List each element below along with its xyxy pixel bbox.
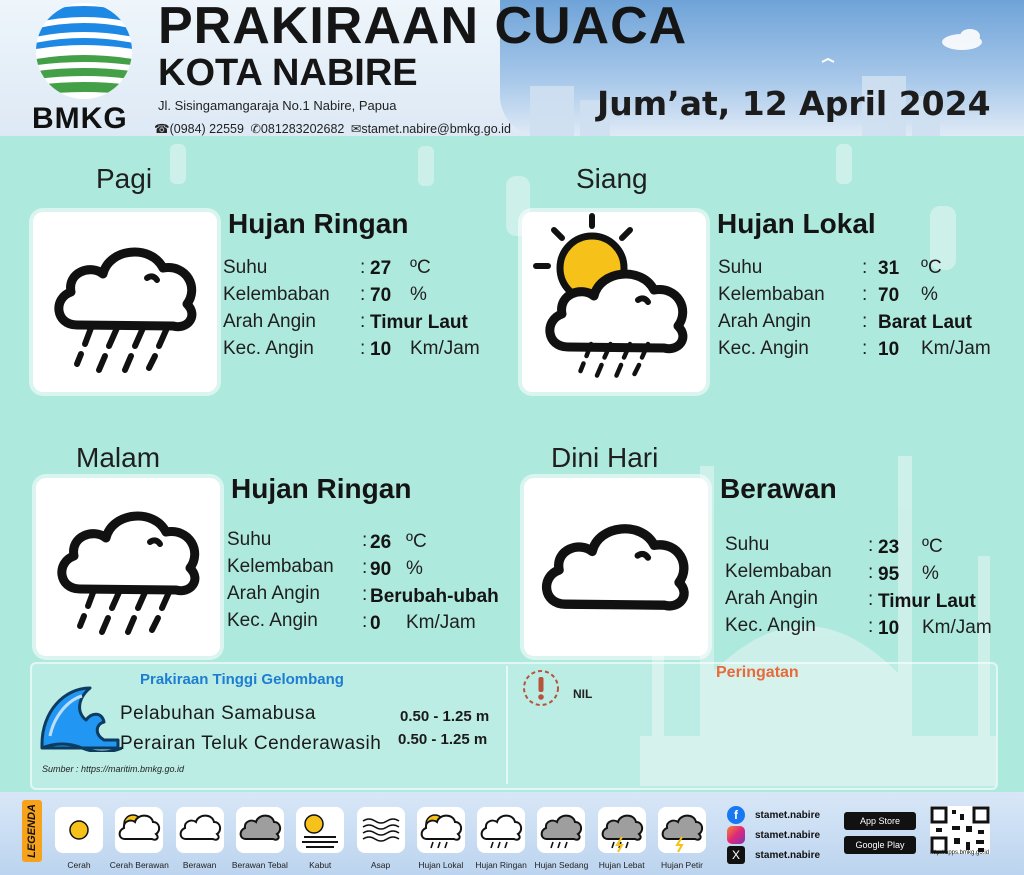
legend-label: Kabut <box>309 860 332 870</box>
humidity-label-siang: Kelembaban <box>718 284 825 305</box>
colon: : <box>360 284 366 305</box>
forecast-area <box>0 136 1024 792</box>
wind-dir-value-siang: Barat Laut <box>878 312 972 333</box>
wave-icon-graphic <box>38 682 122 752</box>
colon: : <box>360 311 366 332</box>
legend-label: Hujan Sedang <box>534 860 589 870</box>
period-label-siang: Siang <box>576 163 648 194</box>
legend-label: Berawan <box>182 860 217 870</box>
facebook-icon: f <box>727 806 745 824</box>
x-icon: X <box>727 846 745 864</box>
condition-dini-hari: Berawan <box>720 473 837 504</box>
legend-icon-berawan-tebal <box>236 807 284 853</box>
wind-speed-unit: Km/Jam <box>406 612 476 633</box>
haze-icon <box>357 807 405 853</box>
warning-value: NIL <box>573 687 593 701</box>
exclamation-icon <box>521 668 561 708</box>
whatsapp-number: 081283202682 <box>260 122 345 136</box>
temp-unit: ºC <box>406 531 427 552</box>
legend-icon-hujan-sedang <box>537 807 585 853</box>
wind-dir-label-malam: Arah Angin <box>227 583 320 604</box>
google-play-badge[interactable] <box>844 836 916 854</box>
light-rain-icon <box>33 212 217 392</box>
temp-unit: ºC <box>410 257 431 278</box>
wind-speed-label-siang: Kec. Angin <box>718 338 809 359</box>
office-address: Jl. Sisingamangaraja No.1 Nabire, Papua <box>158 98 397 113</box>
wave-height-2: 0.50 - 1.25 m <box>398 731 488 748</box>
legend-icon-cerah <box>55 807 103 853</box>
fog-sun-icon <box>296 807 344 853</box>
colon: : <box>868 562 874 583</box>
weather-card-siang <box>522 212 706 392</box>
wave-source: Sumber : https://maritim.bmkg.go.id <box>42 764 185 774</box>
wave-icon <box>38 682 122 752</box>
wave-height-1: 0.50 - 1.25 m <box>400 708 490 725</box>
colon: : <box>360 257 366 278</box>
bmkg-logo <box>30 2 138 100</box>
wind-dir-value-pagi: Timur Laut <box>370 312 468 333</box>
colon: : <box>868 589 874 610</box>
humidity-value-malam: 90 <box>370 559 392 580</box>
phone-icon: ☎ <box>154 122 170 136</box>
condition-malam: Hujan Ringan <box>231 473 412 504</box>
wind-speed-unit: Km/Jam <box>921 338 991 359</box>
wind-speed-label-dini-hari: Kec. Angin <box>725 615 816 636</box>
wind-speed-label-malam: Kec. Angin <box>227 610 318 631</box>
wind-dir-label-siang: Arah Angin <box>718 311 811 332</box>
humidity-value-dini-hari: 95 <box>878 564 900 585</box>
instagram-handle[interactable]: stamet.nabire <box>755 830 821 841</box>
weather-card-malam <box>36 478 220 656</box>
whatsapp-icon: ✆ <box>250 122 261 136</box>
period-label-malam: Malam <box>76 442 161 473</box>
colon: : <box>362 530 368 551</box>
google-play-label: Google Play <box>855 840 905 850</box>
legend-label: Cerah <box>67 860 91 870</box>
legend-label: Cerah Berawan <box>109 860 169 870</box>
wind-dir-label-dini-hari: Arah Angin <box>725 588 818 609</box>
wave-location-1: Pelabuhan Samabusa <box>120 703 316 724</box>
warning-title: Peringatan <box>716 664 799 681</box>
legend-label: Hujan Lokal <box>418 860 464 870</box>
colon: : <box>362 611 368 632</box>
sun-rain-icon <box>417 807 465 853</box>
legend-icon-berawan <box>176 807 224 853</box>
temp-label-pagi: Suhu <box>223 257 268 278</box>
bmkg-logo-text: BMKG <box>32 102 128 135</box>
x-handle[interactable]: stamet.nabire <box>755 850 821 861</box>
wind-speed-value-malam: 0 <box>370 613 381 634</box>
wind-speed-unit: Km/Jam <box>922 617 992 638</box>
legend-label: Hujan Ringan <box>475 860 527 870</box>
qr-url: http://apps.bmkg.go.id <box>930 850 990 856</box>
humidity-value-siang: 70 <box>878 285 900 306</box>
colon: : <box>862 311 868 332</box>
colon: : <box>868 616 874 637</box>
legend-label: Hujan Lebat <box>598 860 645 870</box>
humidity-unit: % <box>922 563 939 584</box>
temp-value-pagi: 27 <box>370 258 392 279</box>
wind-speed-label-pagi: Kec. Angin <box>223 338 314 359</box>
page-title: PRAKIRAAN CUACA <box>158 0 688 55</box>
humidity-label-pagi: Kelembaban <box>223 284 330 305</box>
legend-label: Hujan Petir <box>660 860 704 870</box>
weather-card-dini-hari <box>524 478 708 656</box>
wind-speed-value-siang: 10 <box>878 339 900 360</box>
legend-icon-hujan-lokal <box>417 807 465 853</box>
period-label-pagi: Pagi <box>96 163 153 194</box>
colon: : <box>862 284 868 305</box>
humidity-value-pagi: 70 <box>370 285 392 306</box>
humidity-label-malam: Kelembaban <box>227 556 334 577</box>
wind-speed-value-pagi: 10 <box>370 339 392 360</box>
cloud-icon <box>176 807 224 853</box>
temp-unit: ºC <box>922 536 943 557</box>
bmkg-logo-emblem <box>30 2 138 100</box>
temp-unit: ºC <box>921 257 942 278</box>
legend-icon-hujan-petir <box>658 807 706 853</box>
temp-value-siang: 31 <box>878 258 900 279</box>
temp-label-siang: Suhu <box>718 257 763 278</box>
sun-cloud-icon <box>115 807 163 853</box>
legend-icon-asap <box>357 807 405 853</box>
humidity-label-dini-hari: Kelembaban <box>725 561 832 582</box>
humidity-unit: % <box>410 284 427 305</box>
colon: : <box>360 338 366 359</box>
wind-dir-label-pagi: Arah Angin <box>223 311 316 332</box>
app-store-label: App Store <box>859 816 901 826</box>
colon: : <box>862 338 868 359</box>
qr-code[interactable] <box>930 806 990 854</box>
city-name: KOTA NABIRE <box>158 52 418 94</box>
light-rain-icon <box>36 478 220 656</box>
legend-icon-cerah-berawan <box>115 807 163 853</box>
wind-speed-unit: Km/Jam <box>410 338 480 359</box>
rain-heavy-icon <box>537 807 585 853</box>
mail-icon: ✉ <box>350 122 362 136</box>
phone-number: (0984) 22559 <box>169 122 244 136</box>
wind-speed-value-dini-hari: 10 <box>878 618 900 639</box>
forecast-date: Jum’at, 12 April 2024 <box>597 84 991 123</box>
warning-icon <box>521 668 561 708</box>
temp-label-dini-hari: Suhu <box>725 534 770 555</box>
temp-value-malam: 26 <box>370 532 392 553</box>
instagram-icon <box>727 826 745 844</box>
colon: : <box>362 557 368 578</box>
header <box>0 0 1024 136</box>
local-rain-icon <box>522 212 706 392</box>
legend-title: LEGENDA <box>26 804 38 858</box>
weather-card-pagi <box>33 212 217 392</box>
cloud-dark-icon <box>236 807 284 853</box>
rain-icon <box>477 807 525 853</box>
cloudy-icon <box>524 478 708 656</box>
legend-label: Asap <box>370 860 391 870</box>
panel-divider <box>506 666 508 784</box>
humidity-unit: % <box>921 284 938 305</box>
contact-line <box>154 121 511 136</box>
wind-dir-value-malam: Berubah-ubah <box>370 586 499 607</box>
wave-location-2: Perairan Teluk Cenderawasih <box>120 733 382 754</box>
legend-bar <box>0 792 1024 875</box>
colon: : <box>868 535 874 556</box>
wind-dir-value-dini-hari: Timur Laut <box>878 591 976 612</box>
legend-label: Berawan Tebal <box>231 860 288 870</box>
colon: : <box>862 257 868 278</box>
qr-code-icon <box>930 806 990 854</box>
legend-tag <box>22 800 42 862</box>
thunder-icon <box>658 807 706 853</box>
period-label-dini-hari: Dini Hari <box>551 442 659 473</box>
legend-icon-hujan-lebat <box>598 807 646 853</box>
colon: : <box>362 584 368 605</box>
storm-rain-icon <box>598 807 646 853</box>
temp-value-dini-hari: 23 <box>878 537 900 558</box>
email-address: stamet.nabire@bmkg.go.id <box>361 122 511 136</box>
facebook-handle[interactable]: stamet.nabire <box>755 810 821 821</box>
legend-icon-kabut <box>296 807 344 853</box>
wave-forecast-title: Prakiraan Tinggi Gelombang <box>140 671 344 688</box>
humidity-unit: % <box>406 558 423 579</box>
legend-icon-hujan-ringan <box>477 807 525 853</box>
temp-label-malam: Suhu <box>227 529 272 550</box>
condition-siang: Hujan Lokal <box>717 208 876 239</box>
condition-pagi: Hujan Ringan <box>228 208 409 239</box>
sun-icon <box>55 807 103 853</box>
app-store-badge[interactable] <box>844 812 916 830</box>
